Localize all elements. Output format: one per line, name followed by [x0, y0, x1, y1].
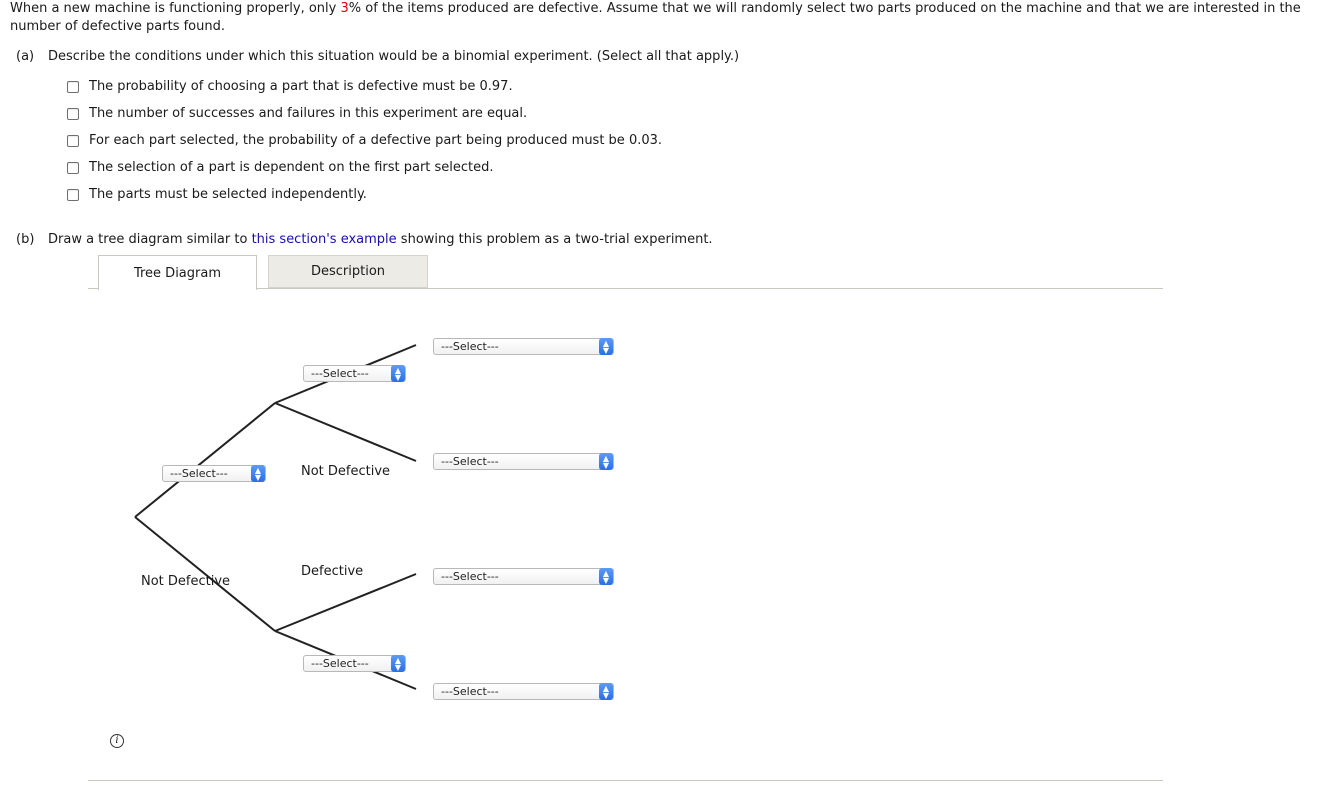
choice-label: The selection of a part is dependent on the first part selected. — [89, 160, 494, 175]
outcome-4-select[interactable]: ---Select--- ▲ ▼ — [433, 683, 614, 700]
branch-root-upper — [135, 403, 275, 517]
branch-upper-lower — [275, 403, 416, 461]
select-arrows-icon: ▲ ▼ — [599, 683, 613, 700]
second-upper-upper-select[interactable]: ---Select--- ▲ ▼ — [303, 365, 406, 382]
defect-percent: 3 — [340, 1, 349, 16]
part-b-label: (b) — [16, 232, 35, 247]
first-upper-select[interactable]: ---Select--- ▲ ▼ — [162, 465, 266, 482]
part-a-prompt: (a) Describe the conditions under which this situation would be a binomial experiment. (Select all that apply.) — [16, 49, 740, 64]
part-a-label: (a) — [16, 49, 35, 64]
branch-lower-upper — [275, 574, 416, 631]
second-lower-upper-label: Defective — [301, 564, 364, 579]
problem-statement: When a new machine is functioning properly, only 3% of the items produced are defective. Assume that we will randomly select two parts produced on the machine and that we are interested in the number of defective parts found. — [10, 1, 1301, 34]
choice-label: The parts must be selected independently. — [89, 187, 367, 202]
select-arrows-icon: ▲ ▼ — [599, 453, 613, 470]
info-icon[interactable]: i — [110, 734, 124, 748]
second-upper-lower-label: Not Defective — [301, 464, 391, 479]
outcome-2-select[interactable]: ---Select--- ▲ ▼ — [433, 453, 614, 470]
tab-description[interactable]: Description — [268, 255, 428, 288]
select-arrows-icon: ▲ ▼ — [391, 365, 405, 382]
choice-label: For each part selected, the probability of a defective part being produced must be 0.03. — [89, 133, 663, 148]
choice-label: The number of successes and failures in this experiment are equal. — [89, 106, 528, 121]
second-lower-lower-select[interactable]: ---Select--- ▲ ▼ — [303, 655, 406, 672]
choice-label: The probability of choosing a part that is defective must be 0.97. — [89, 79, 513, 94]
section-example-link[interactable]: this section's example — [251, 232, 397, 247]
bottom-divider — [88, 780, 1163, 781]
outcome-3-select[interactable]: ---Select--- ▲ ▼ — [433, 568, 614, 585]
select-arrows-icon: ▲ ▼ — [599, 338, 613, 355]
part-b-prompt: (b) Draw a tree diagram similar to this section's example showing this problem as a two-trial experiment. — [16, 232, 713, 247]
first-lower-label: Not Defective — [141, 574, 231, 589]
outcome-1-select[interactable]: ---Select--- ▲ ▼ — [433, 338, 614, 355]
select-arrows-icon: ▲ ▼ — [599, 568, 613, 585]
select-arrows-icon: ▲ ▼ — [251, 465, 265, 482]
select-arrows-icon: ▲ ▼ — [391, 655, 405, 672]
tab-tree-diagram[interactable]: Tree Diagram — [98, 255, 257, 290]
